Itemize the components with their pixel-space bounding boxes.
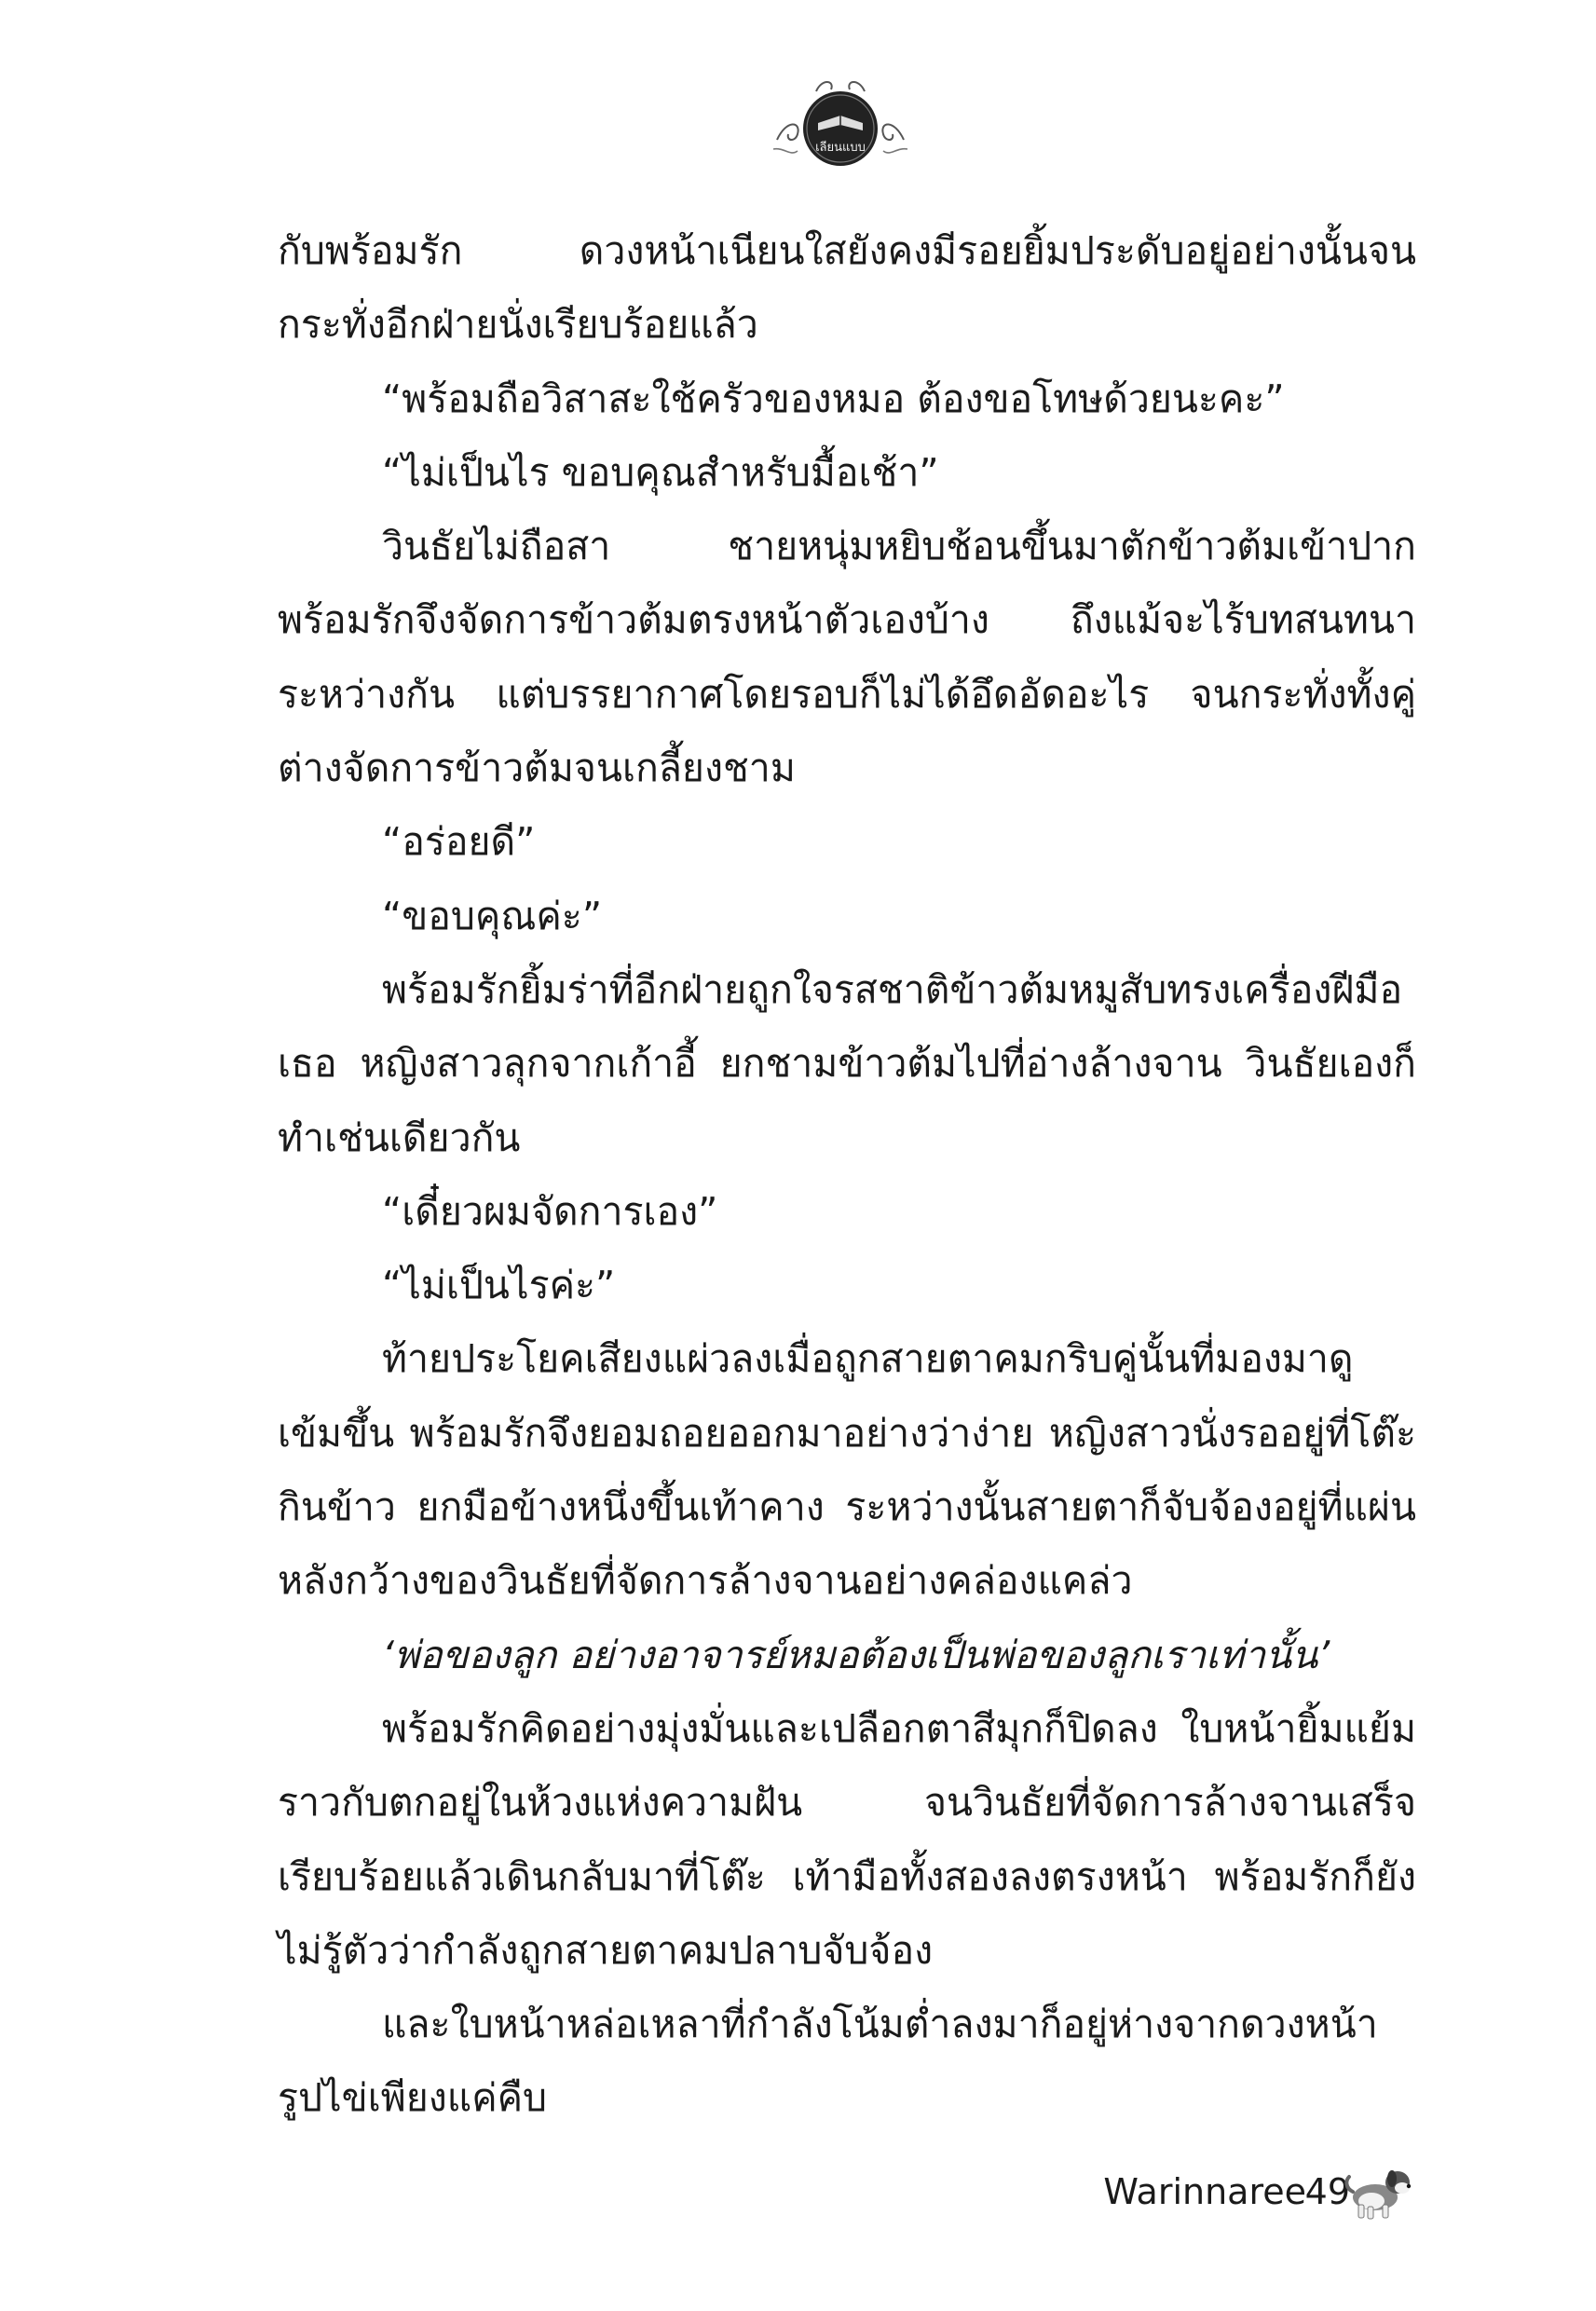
publisher-logo-text: เลียนแบบ <box>815 141 866 155</box>
paragraph: กับพร้อมรัก ดวงหน้าเนียนใสยังคงมีรอยยิ้มประดับอยู่อย่างนั้นจนกระทั่งอีกฝ่ายนั่งเรียบร้อยแล้ว <box>278 228 1416 348</box>
dog-icon <box>1344 2160 1416 2222</box>
paragraph: ท้ายประโยคเสียงแผ่วลงเมื่อถูกสายตาคมกริบคู่นั้นที่มองมาดูเข้มขึ้น พร้อมรักจึงยอมถอยออกมาอย่างว่าง่าย หญิงสาวนั่งรออยู่ที่โต๊ะกินข้าว ยกมือข้างหนึ่งขึ้นเท้าคาง ระหว่างนั้นสายตาก็จับจ้องอยู่ที่แผ่นหลังกว้างของวินธัยที่จัดการล้างจานอย่างคล่องแคล่ว <box>278 1336 1416 1604</box>
page-number: 49 <box>1304 2171 1350 2212</box>
page-body <box>278 214 1416 2136</box>
footer-author: Warinnaree <box>1103 2171 1306 2212</box>
paragraph: “อร่อยดี” <box>382 819 536 865</box>
paragraph: “ไม่เป็นไรค่ะ” <box>382 1263 616 1308</box>
paragraph: “ไม่เป็นไร ขอบคุณสำหรับมื้อเช้า” <box>382 449 939 495</box>
paragraph: พร้อมรักคิดอย่างมุ่งมั่นและเปลือกตาสีมุกก็ปิดลง ใบหน้ายิ้มแย้มราวกับตกอยู่ในห้วงแห่งความฝัน จนวินธัยที่จัดการล้างจานเสร็จเรียบร้อยแล้วเดินกลับมาที่โต๊ะ เท้ามือทั้งสองลงตรงหน้า พร้อมรักก็ยังไม่รู้ตัวว่ากำลังถูกสายตาคมปลาบจับจ้อง <box>278 1705 1416 1973</box>
paragraph-italic: ‘พ่อของลูก อย่างอาจารย์หมอต้องเป็นพ่อของลูกเราเท่านั้น’ <box>382 1632 1330 1677</box>
page-footer <box>1025 2153 1416 2236</box>
publisher-logo-emblem <box>770 73 911 175</box>
paragraph: พร้อมรักยิ้มร่าที่อีกฝ่ายถูกใจรสชาติข้าวต้มหมูสับทรงเครื่องฝีมือเธอ หญิงสาวลุกจากเก้าอี้ ยกชามข้าวต้มไปที่อ่างล้างจาน วินธัยเองก็ทำเช่นเดียวกัน <box>278 966 1416 1160</box>
paragraph: “ขอบคุณค่ะ” <box>382 893 603 938</box>
paragraph: และใบหน้าหล่อเหลาที่กำลังโน้มต่ำลงมาก็อยู่ห่างจากดวงหน้ารูปไข่เพียงแค่คืบ <box>278 2002 1378 2121</box>
publisher-logo <box>770 73 911 175</box>
paragraph: “เดี๋ยวผมจัดการเอง” <box>382 1188 718 1234</box>
paragraph: “พร้อมถือวิสาสะใช้ครัวของหมอ ต้องขอโทษด้วยนะคะ” <box>382 376 1285 421</box>
paragraph: วินธัยไม่ถือสา ชายหนุ่มหยิบช้อนขึ้นมาตักข้าวต้มเข้าปาก พร้อมรักจึงจัดการข้าวต้มตรงหน้าตัวเองบ้าง ถึงแม้จะไร้บทสนทนาระหว่างกัน แต่บรรยากาศโดยรอบก็ไม่ได้อึดอัดอะไร จนกระทั่งทั้งคู่ต่างจัดการข้าวต้มจนเกลี้ยงชาม <box>278 524 1416 791</box>
